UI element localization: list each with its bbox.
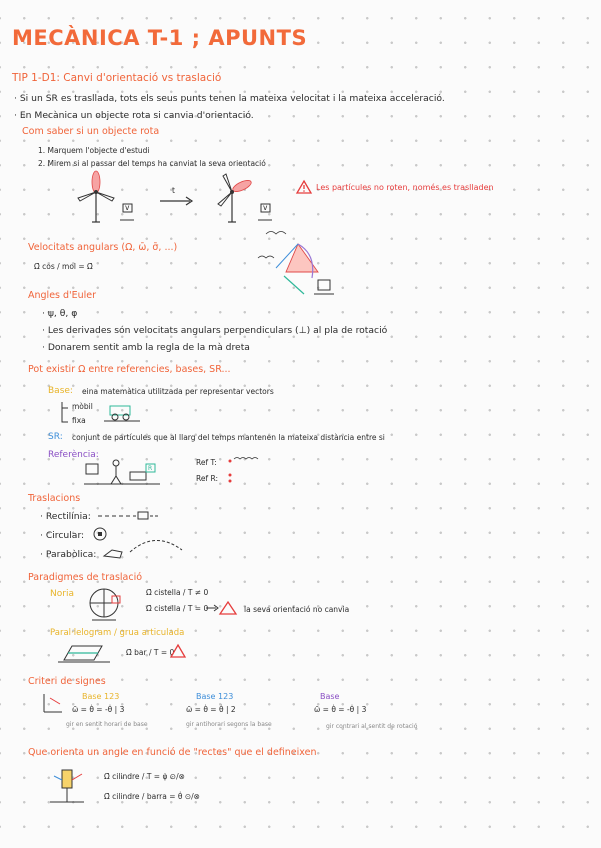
section-heading-translations: Traslacions xyxy=(28,493,81,504)
section-heading-paradigms: Paradigmes de traslació xyxy=(28,572,143,583)
caption: gir antihorari segons la base xyxy=(186,721,272,728)
formula: Ω̄ bar / T = 0 xyxy=(126,648,175,657)
formula: Ω̄ cistella / T = 0 xyxy=(146,604,209,613)
base-label: Base: xyxy=(48,386,73,396)
list-item: · Circular: xyxy=(40,530,85,541)
label-mobil: mòbil xyxy=(72,402,93,411)
formula: Ω̄ cistella / T ≠ 0 xyxy=(146,588,209,597)
rectilinear-sketch xyxy=(98,510,168,522)
warning-icon xyxy=(206,601,240,615)
time-label: t xyxy=(172,186,175,195)
parallelogram-sketch xyxy=(58,640,118,666)
section-heading-euler: Angles d'Euler xyxy=(28,290,97,301)
warning-icon xyxy=(170,644,186,658)
text-line: · Donarem sentit amb la regla de la mà dreta xyxy=(42,342,250,353)
formula: ω̄ = θ̇ = θ̇ | 2 xyxy=(186,705,236,714)
reference-label: Referència: xyxy=(48,450,99,460)
axes-sketch xyxy=(38,690,68,716)
formula: ω̄ = θ̇ = -θ̇ | 3 xyxy=(314,705,367,714)
flag-post xyxy=(120,200,140,220)
flag-label: v xyxy=(125,203,130,212)
base-definition: eina matemàtica utilitzada per representar vectors xyxy=(82,387,274,396)
formula: Ω̄ cilindre / T = φ̇ ⊙/⊗ xyxy=(104,772,185,781)
note-text: la seva orientació no canvia xyxy=(244,605,350,614)
text-line: · ψ, θ, φ xyxy=(42,308,78,319)
ref-r-label: Ref R: xyxy=(196,474,219,483)
label-fixa: fixa xyxy=(72,416,86,425)
list-item: 1. Marquem l'objecte d'estudi xyxy=(38,146,150,155)
subheading-rotation: Com saber si un objecte rota xyxy=(22,126,160,137)
caption: gir contrari al sentit de rotació xyxy=(326,723,418,730)
parabolic-sketch xyxy=(100,536,190,566)
ref-t-label: Ref T: xyxy=(196,458,217,467)
flag-label: v xyxy=(263,203,268,212)
text-line: · Les derivades són velocitats angulars perpendiculars (⊥) al pla de rotació xyxy=(42,325,388,336)
page-title: MECÀNICA T-1 ; APUNTS xyxy=(12,26,308,50)
warning-text: Les partícules no roten, només es traslladen xyxy=(316,183,494,192)
noria-label: Noria xyxy=(50,589,74,599)
list-item: 2. Mirem si al passar del temps ha canviat la seva orientació xyxy=(38,159,266,168)
reference-sketch xyxy=(84,458,184,486)
bracket-sketch xyxy=(56,400,70,426)
parallelogram-label: Paral·lelogram / grua articulada xyxy=(50,628,185,638)
sr-definition: conjunt de partícules que al llarg del temps mantenen la mateixa distància entre si xyxy=(72,433,385,442)
section-heading-signs: Criteri de signes xyxy=(28,676,106,687)
section-heading-tip: TIP 1-D1: Canvi d'orientació vs traslació xyxy=(12,72,222,84)
list-item: · Rectilínia: xyxy=(40,511,91,522)
cylinder-sketch xyxy=(44,764,100,808)
formula: Ω̄ cilindre / barra = θ̇ ⊙/⊗ xyxy=(104,792,200,801)
rotation-sketch xyxy=(256,224,346,304)
formula: Ω̄ cos / mol = Ω̄ xyxy=(34,262,93,271)
caption: gir en sentit horari de base xyxy=(66,721,148,728)
arrow-right-icon xyxy=(160,196,200,206)
warning-icon xyxy=(296,180,312,194)
section-heading-orientation: Que orienta un angle en funció de "rectes" que el defineixen xyxy=(28,747,317,758)
list-item: · Parabòlica: xyxy=(40,549,97,560)
section-heading-reference: Pot existir Ω entre referencies, bases, SR... xyxy=(28,364,231,375)
base-label: Base 123 xyxy=(196,692,234,701)
base-label: Base xyxy=(320,692,340,701)
text-line: · En Mecànica un objecte rota si canvia d'orientació. xyxy=(14,110,254,121)
formula: ω̄ = θ̇ = -θ̇ | 3 xyxy=(72,705,125,714)
vehicle-sketch xyxy=(104,398,144,424)
r-badge: R xyxy=(148,465,153,472)
text-line: · Si un SR es trasllada, tots els seus punts tenen la mateixa velocitat i la mateixa acceleració. xyxy=(14,93,445,104)
section-heading-angular-velocity: Velocitats angulars (Ω, ω̄, σ̄, ...) xyxy=(28,242,178,253)
base-label: Base 123 xyxy=(82,692,120,701)
ferris-wheel-sketch xyxy=(86,586,136,622)
flag-post xyxy=(258,200,278,220)
sr-label: SR: xyxy=(48,432,63,442)
ref-marks-sketch xyxy=(226,455,276,485)
